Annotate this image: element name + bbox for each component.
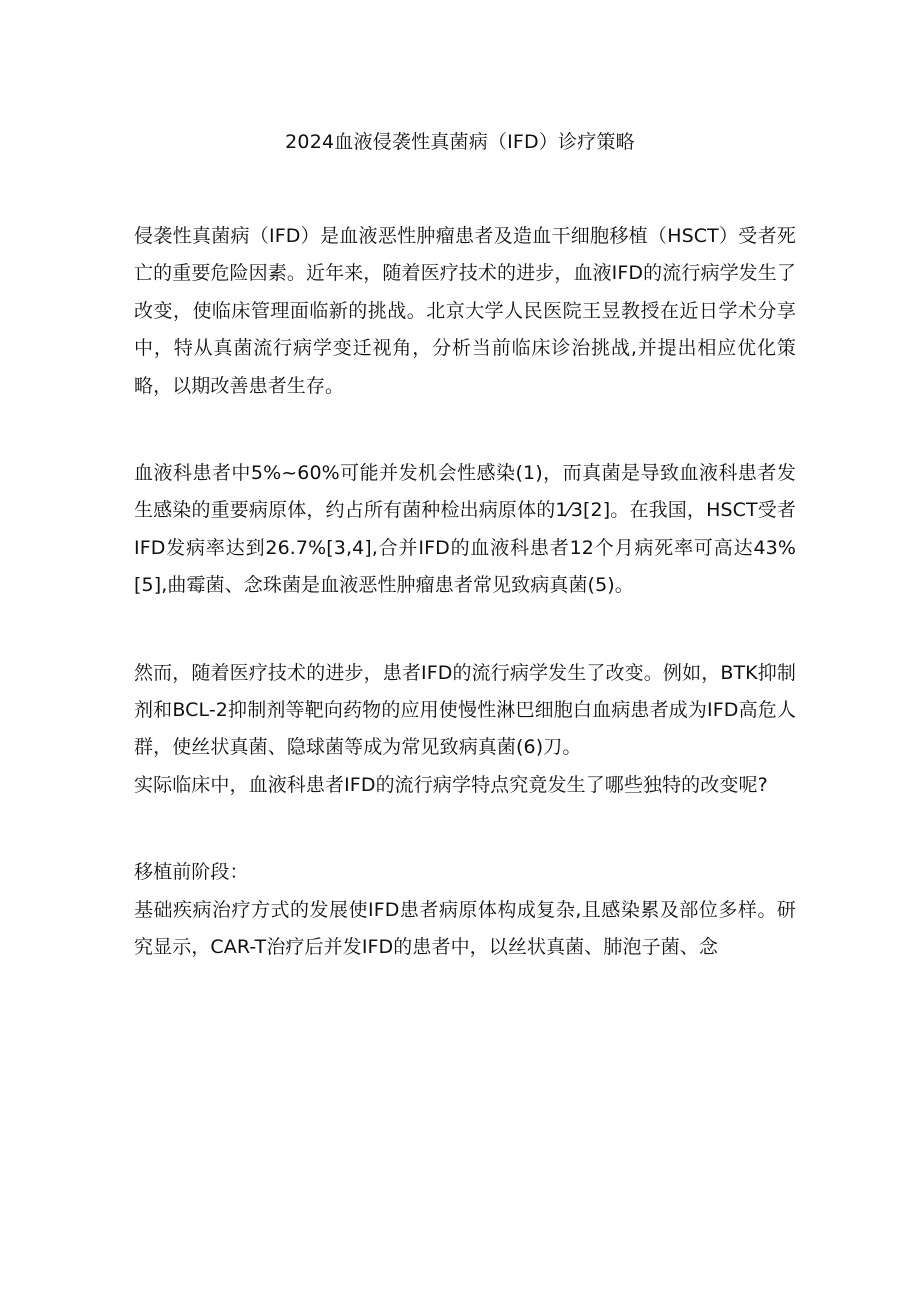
paragraph-question: 实际临床中，血液科患者IFD的流行病学特点究竟发生了哪些独特的改变呢?: [134, 773, 768, 796]
paragraph-epidemiology-change: 然而，随着医疗技术的进步，患者IFD的流行病学发生了改变。例如，BTK抑制剂和BCL-2抑制剂等靶向药物的应用使慢性淋巴细胞白血病患者成为IFD高危人群，使丝状真菌、隐球菌等成为常见致病真菌(6)刀。: [134, 661, 796, 759]
section-heading-pre-transplant: 移植前阶段：: [134, 861, 249, 884]
document-title: 2024血液侵袭性真菌病（IFD）诊疗策略: [285, 131, 635, 153]
paragraph-pre-transplant: 基础疾病治疗方式的发展使IFD患者病原体构成复杂,且感染累及部位多样。研究显示，CAR-T治疗后并发IFD的患者中，以丝状真菌、肺泡子菌、念: [134, 898, 796, 959]
paragraph-intro: 侵袭性真菌病（IFD）是血液恶性肿瘤患者及造血干细胞移植（HSCT）受者死亡的重要危险因素。近年来，随着医疗技术的进步，血液IFD的流行病学发生了改变，使临床管理面临新的挑战。北京大学人民医院王昱教授在近日学术分享中，特从真菌流行病学变迁视角，分析当前临床诊治挑战,并提出相应优化策略，以期改善患者生存。: [134, 225, 796, 397]
paragraph-incidence: 血液科患者中5%~60%可能并发机会性感染(1)，而真菌是导致血液科患者发生感染的重要病原体，约占所有菌种检出病原体的1⁄3[2]。在我国，HSCT受者IFD发病率达到26.7%[3,4],合并IFD的血液科患者12个月病死率可高达43%[5],曲霉菌、念珠菌是血液恶性肿瘤患者常见致病真菌(5)。: [134, 462, 796, 597]
document-body: [134, 218, 796, 967]
